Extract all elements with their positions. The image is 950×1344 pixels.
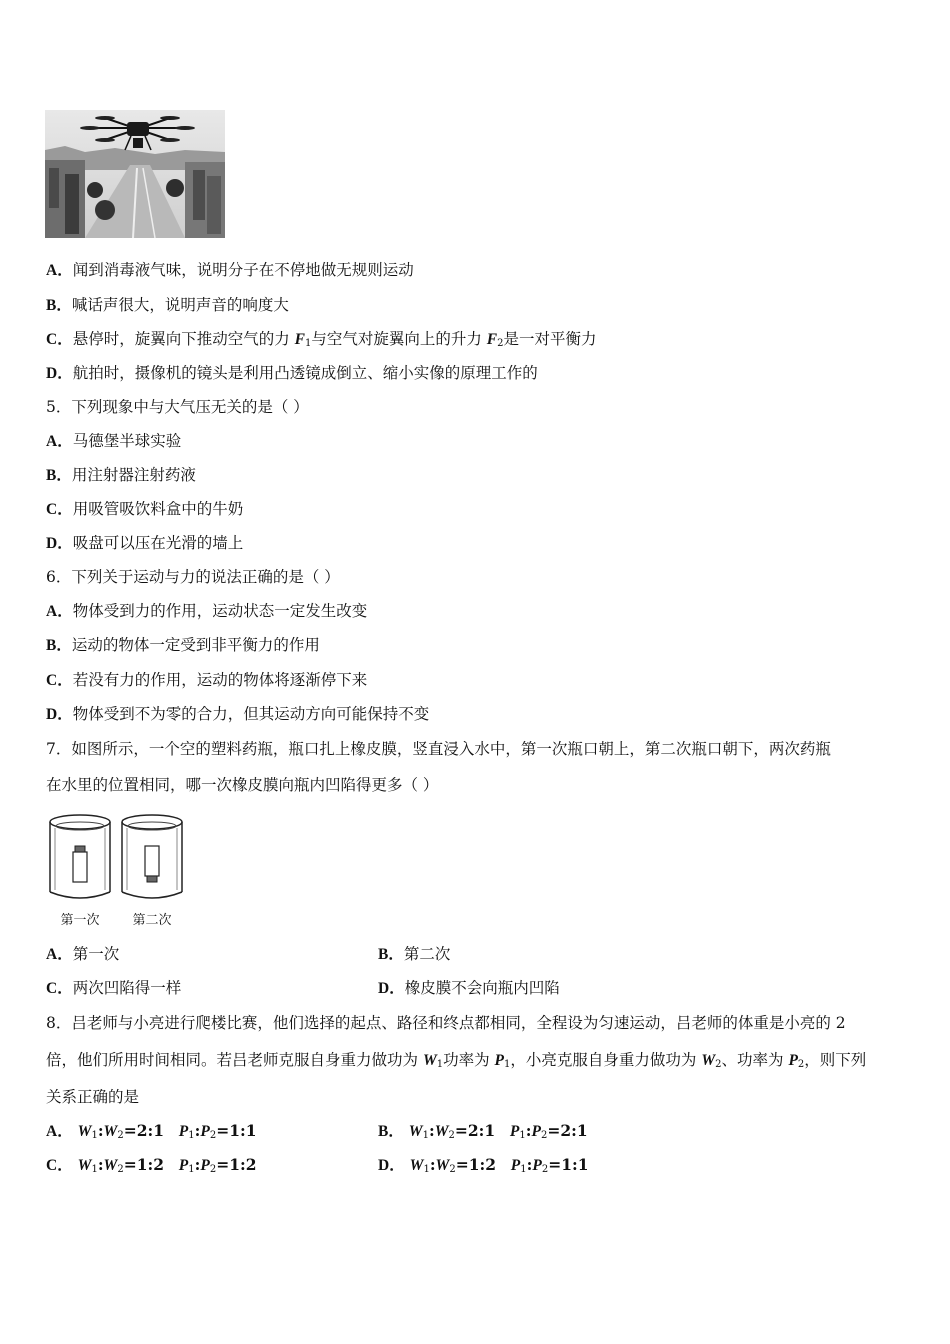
q8-option-d[interactable]: D． $W_1:W_2=1:2$ $P_1:P_2=1:1$	[378, 1155, 589, 1175]
q4-option-d[interactable]: D．航拍时，摄像机的镜头是利用凸透镜成倒立、缩小实像的原理工作的	[46, 364, 538, 382]
q5-option-a[interactable]: A．马德堡半球实验	[46, 432, 182, 450]
q8-stem-line1: 8．吕老师与小亮进行爬楼比赛，他们选择的起点、路径和终点都相同，全程设为匀速运动，吕老师的体重是小亮的 2	[46, 1014, 846, 1032]
fig-label-first: 第一次	[60, 913, 100, 928]
q6-option-c[interactable]: C．若没有力的作用，运动的物体将逐渐停下来	[46, 671, 368, 689]
bottle-figure	[46, 812, 186, 930]
q6-option-a[interactable]: A．物体受到力的作用，运动状态一定发生改变	[46, 602, 368, 620]
q8-option-b[interactable]: B． $W_1:W_2=2:1$ $P_1:P_2=2:1$	[378, 1121, 588, 1141]
q7-option-a[interactable]: A．第一次	[46, 945, 120, 963]
fig-label-second: 第二次	[132, 913, 172, 928]
q6-option-b[interactable]: B．运动的物体一定受到非平衡力的作用	[46, 636, 320, 654]
q5-option-b[interactable]: B．用注射器注射药液	[46, 466, 196, 484]
q8-stem-line2: 倍，他们所用时间相同。若吕老师克服自身重力做功为 $W_1$功率为 $P_1$，小亮克服自身重力做功为 $W_2$、功率为 $P_2$，则下列	[46, 1051, 867, 1070]
q7-option-d[interactable]: D．橡皮膜不会向瓶内凹陷	[378, 979, 560, 997]
q4-option-b[interactable]: B．喊话声很大，说明声音的响度大	[46, 296, 289, 314]
q7-option-b[interactable]: B．第二次	[378, 945, 451, 963]
q4-option-a[interactable]: A．闻到消毒液气味，说明分子在不停地做无规则运动	[46, 261, 414, 279]
q5-option-c[interactable]: C．用吸管吸饮料盒中的牛奶	[46, 500, 244, 518]
q6-option-d[interactable]: D．物体受到不为零的合力，但其运动方向可能保持不变	[46, 705, 430, 723]
beaker-second	[122, 815, 182, 898]
q8-option-c[interactable]: C． $W_1:W_2=1:2$ $P_1:P_2=1:2$	[46, 1155, 257, 1175]
q8-option-a[interactable]: A． $W_1:W_2=2:1$ $P_1:P_2=1:1$	[46, 1121, 257, 1141]
q7-stem-line2: 在水里的位置相同，哪一次橡皮膜向瓶内凹陷得更多（ ）	[46, 776, 439, 794]
q5-option-d[interactable]: D．吸盘可以压在光滑的墙上	[46, 534, 244, 552]
q8-stem-line3: 关系正确的是	[46, 1088, 140, 1106]
q5-stem: 5．下列现象中与大气压无关的是（ ）	[46, 398, 309, 416]
q6-stem: 6．下列关于运动与力的说法正确的是（ ）	[46, 568, 340, 586]
q4-option-c[interactable]: C．悬停时，旋翼向下推动空气的力 $F_1$与空气对旋翼向上的升力 $F_2$是一对平衡力	[46, 330, 597, 349]
q7-stem-line1: 7．如图所示，一个空的塑料药瓶，瓶口扎上橡皮膜，竖直浸入水中，第一次瓶口朝上，第二次瓶口朝下，两次药瓶	[46, 740, 831, 758]
q7-option-c[interactable]: C．两次凹陷得一样	[46, 979, 182, 997]
drone-photo	[45, 110, 225, 238]
beaker-first	[50, 815, 110, 898]
